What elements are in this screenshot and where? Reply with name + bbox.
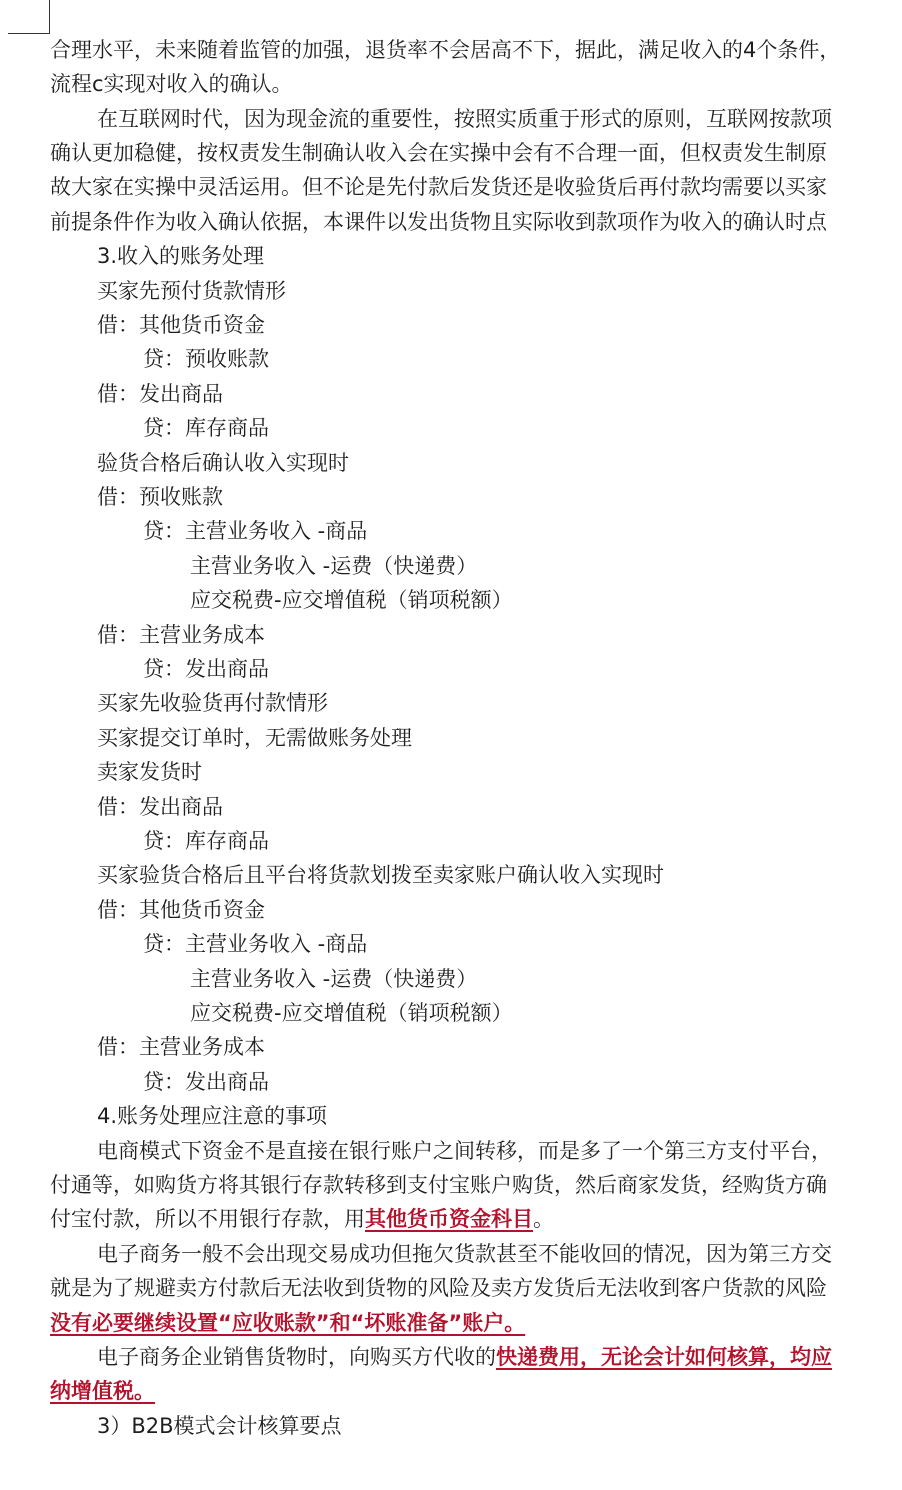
text-line: 流程c实现对收入的确认。 [50,72,293,96]
paragraph-start: 电子商务企业销售货物时，向购买方代收的快递费用，无论会计如何核算，均应 [97,1345,832,1369]
subheading: 买家提交订单时，无需做账务处理 [97,726,412,750]
credit-entry: 贷：发出商品 [143,657,269,681]
text-line: 付宝付款，所以不用银行存款，用其他货币资金科目。 [50,1207,554,1231]
credit-entry: 贷：库存商品 [143,416,269,440]
paragraph-start: 电子商务一般不会出现交易成功但拖欠货款甚至不能收回的情况，因为第三方交 [97,1242,832,1266]
credit-entry: 贷：主营业务收入 -商品 [143,519,368,543]
debit-entry: 借：主营业务成本 [97,1035,265,1059]
highlighted-text: 没有必要继续设置“应收账款”和“坏账准备”账户。 [50,1311,526,1335]
credit-entry: 贷：预收账款 [143,347,269,371]
subheading: 验货合格后确认收入实现时 [97,451,349,475]
debit-entry: 借：其他货币资金 [97,313,265,337]
debit-entry: 借：其他货币资金 [97,898,265,922]
credit-entry: 贷：发出商品 [143,1070,269,1094]
subheading: 买家验货合格后且平台将货款划拨至卖家账户确认收入实现时 [97,863,664,887]
text-line: 付通等，如购货方将其银行存款转移到支付宝账户购货，然后商家发货，经购货方确 [50,1173,827,1197]
credit-entry: 贷：主营业务收入 -商品 [143,932,368,956]
section-heading: 3）B2B模式会计核算要点 [97,1414,342,1438]
paragraph-start: 电商模式下资金不是直接在银行账户之间转移，而是多了一个第三方支付平台， [97,1139,832,1163]
text-line: 确认更加稳健，按权责发生制确认收入会在实操中会有不合理一面，但权责发生制原 [50,141,827,165]
credit-entry-continuation: 主营业务收入 -运费（快递费） [190,967,478,991]
credit-entry-continuation: 应交税费-应交增值税（销项税额） [190,588,513,612]
subheading: 买家先收验货再付款情形 [97,691,328,715]
highlighted-text: 其他货币资金科目 [365,1207,533,1231]
debit-entry: 借：预收账款 [97,485,223,509]
text-line: 前提条件作为收入确认依据，本课件以发出货物且实际收到款项作为收入的确认时点 [50,210,827,234]
text-line [50,1376,155,1406]
debit-entry: 借：发出商品 [97,382,223,406]
credit-entry-continuation: 应交税费-应交增值税（销项税额） [190,1001,513,1025]
section-heading: 4.账务处理应注意的事项 [97,1104,328,1128]
text-line: 故大家在实操中灵活运用。但不论是先付款后发货还是收验货后再付款均需要以买家 [50,175,827,199]
text-line [50,1308,525,1338]
debit-entry: 借：主营业务成本 [97,623,265,647]
section-heading: 3.收入的账务处理 [97,244,265,268]
subheading: 买家先预付货款情形 [97,279,286,303]
debit-entry: 借：发出商品 [97,795,223,819]
paragraph-start: 在互联网时代，因为现金流的重要性，按照实质重于形式的原则，互联网按款项 [97,107,832,131]
subheading: 卖家发货时 [97,760,202,784]
credit-entry: 贷：库存商品 [143,829,269,853]
credit-entry-continuation: 主营业务收入 -运费（快递费） [190,554,478,578]
highlighted-text: 纳增值税。 [50,1379,155,1403]
text-line: 合理水平，未来随着监管的加强，退货率不会居高不下，据此，满足收入的4个条件， [50,38,841,62]
text-line: 就是为了规避卖方付款后无法收到货物的风险及卖方发货后无法收到客户货款的风险 [50,1276,827,1300]
highlighted-text: 快递费用，无论会计如何核算，均应 [496,1345,832,1369]
